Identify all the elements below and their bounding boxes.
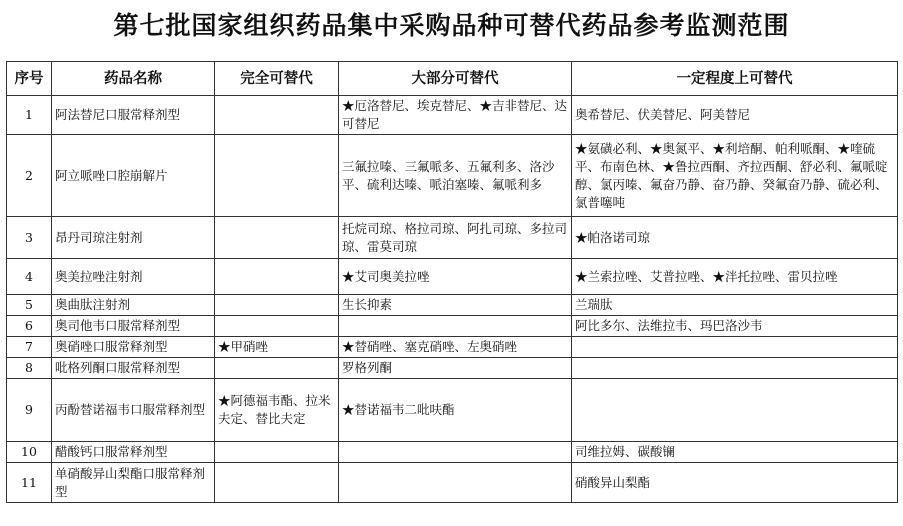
cell-most-substitute: 三氟拉嗪、三氟哌多、五氟利多、洛沙平、硫利达嗪、哌泊塞嗪、氟哌利多 [339, 135, 572, 217]
page-title: 第七批国家组织药品集中采购品种可替代药品参考监测范围 [113, 11, 790, 40]
cell-full-substitute: ★甲硝唑 [215, 337, 339, 358]
table-row [7, 96, 898, 135]
cell-most-substitute: ★厄洛替尼、埃克替尼、★吉非替尼、达可替尼 [339, 96, 572, 135]
cell-most-substitute [339, 463, 572, 503]
cell-full-substitute [215, 96, 339, 135]
cell-partial-substitute: ★帕洛诺司琼 [572, 217, 898, 259]
cell-no: 7 [7, 337, 52, 358]
table-row [7, 337, 898, 358]
cell-no: 10 [7, 442, 52, 463]
cell-partial-substitute [572, 358, 898, 379]
table-row [7, 259, 898, 295]
cell-no: 9 [7, 379, 52, 442]
cell-partial-substitute: 司维拉姆、碳酸镧 [572, 442, 898, 463]
cell-drug-name: 醋酸钙口服常释剂型 [52, 442, 215, 463]
header-drug-name: 药品名称 [52, 62, 215, 96]
cell-full-substitute [215, 135, 339, 217]
table-header-row [7, 62, 898, 96]
cell-drug-name: 吡格列酮口服常释剂型 [52, 358, 215, 379]
cell-most-substitute: ★艾司奥美拉唑 [339, 259, 572, 295]
table-row [7, 316, 898, 337]
cell-no: 8 [7, 358, 52, 379]
cell-most-substitute: ★替诺福韦二吡呋酯 [339, 379, 572, 442]
cell-drug-name: 奥美拉唑注射剂 [52, 259, 215, 295]
cell-most-substitute: 罗格列酮 [339, 358, 572, 379]
header-most-substitute: 大部分可替代 [339, 62, 572, 96]
header-no: 序号 [7, 62, 52, 96]
cell-no: 11 [7, 463, 52, 503]
cell-most-substitute: 托烷司琼、格拉司琼、阿扎司琼、多拉司琼、雷莫司琼 [339, 217, 572, 259]
cell-no: 3 [7, 217, 52, 259]
cell-partial-substitute: 奥希替尼、伏美替尼、阿美替尼 [572, 96, 898, 135]
cell-no: 5 [7, 295, 52, 316]
cell-no: 1 [7, 96, 52, 135]
cell-full-substitute [215, 358, 339, 379]
cell-full-substitute [215, 442, 339, 463]
cell-drug-name: 奥曲肽注射剂 [52, 295, 215, 316]
cell-partial-substitute: ★兰索拉唑、艾普拉唑、★泮托拉唑、雷贝拉唑 [572, 259, 898, 295]
table-row [7, 217, 898, 259]
cell-drug-name: 奥司他韦口服常释剂型 [52, 316, 215, 337]
cell-drug-name: 昂丹司琼注射剂 [52, 217, 215, 259]
header-partial-substitute: 一定程度上可替代 [572, 62, 898, 96]
cell-drug-name: 阿立哌唑口腔崩解片 [52, 135, 215, 217]
cell-most-substitute: ★替硝唑、塞克硝唑、左奥硝唑 [339, 337, 572, 358]
cell-partial-substitute: ★氨磺必利、★奥氮平、★利培酮、帕利哌酮、★喹硫平、布南色林、★鲁拉西酮、齐拉西酮、舒必利、氟哌啶醇、氯丙嗪、氟奋乃静、奋乃静、癸氟奋乃静、硫必利、氯普噻吨 [572, 135, 898, 217]
cell-full-substitute: ★阿德福韦酯、拉米夫定、替比夫定 [215, 379, 339, 442]
cell-drug-name: 丙酚替诺福韦口服常释剂型 [52, 379, 215, 442]
table-row [7, 135, 898, 217]
substitute-drug-table [6, 61, 898, 503]
cell-full-substitute [215, 217, 339, 259]
cell-no: 2 [7, 135, 52, 217]
cell-no: 4 [7, 259, 52, 295]
cell-partial-substitute [572, 337, 898, 358]
cell-most-substitute: 生长抑素 [339, 295, 572, 316]
cell-drug-name: 单硝酸异山梨酯口服常释剂型 [52, 463, 215, 503]
cell-full-substitute [215, 259, 339, 295]
cell-partial-substitute: 硝酸异山梨酯 [572, 463, 898, 503]
cell-no: 6 [7, 316, 52, 337]
cell-most-substitute [339, 442, 572, 463]
cell-full-substitute [215, 295, 339, 316]
table-row [7, 463, 898, 503]
table-row [7, 379, 898, 442]
cell-drug-name: 奥硝唑口服常释剂型 [52, 337, 215, 358]
header-full-substitute: 完全可替代 [215, 62, 339, 96]
cell-full-substitute [215, 316, 339, 337]
cell-partial-substitute: 阿比多尔、法维拉韦、玛巴洛沙韦 [572, 316, 898, 337]
table-row [7, 358, 898, 379]
cell-partial-substitute [572, 379, 898, 442]
table-row [7, 442, 898, 463]
cell-most-substitute [339, 316, 572, 337]
table-row [7, 295, 898, 316]
cell-partial-substitute: 兰瑞肽 [572, 295, 898, 316]
cell-full-substitute [215, 463, 339, 503]
cell-drug-name: 阿法替尼口服常释剂型 [52, 96, 215, 135]
